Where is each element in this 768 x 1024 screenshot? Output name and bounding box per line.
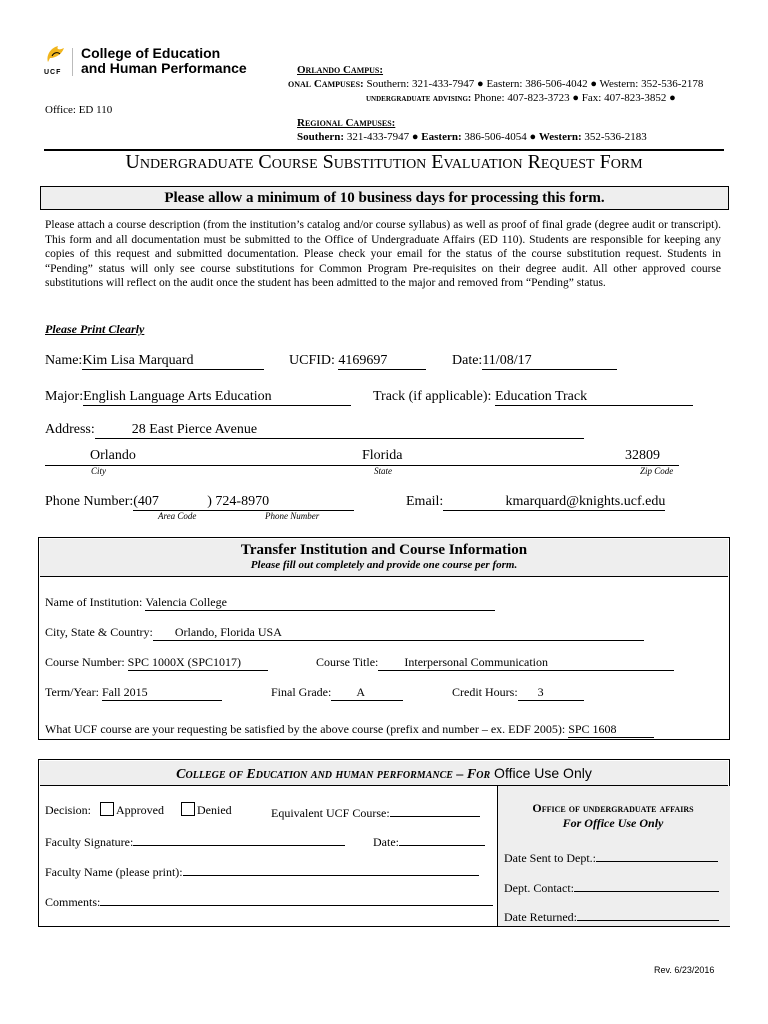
college-name <box>81 46 247 76</box>
regional-southern-value: 321-433-7947 ● <box>346 131 419 143</box>
office-use-heading-rest: Office Use Only <box>490 765 592 781</box>
faculty-signature-row <box>45 831 345 850</box>
comments-label: Comments: <box>45 895 101 909</box>
office-use-heading-college: College of Education and human performance – For <box>176 767 491 782</box>
ucf-course-row <box>45 722 654 738</box>
transfer-city-label: City, State & Country: <box>45 625 153 639</box>
term-label: Term/Year: <box>45 685 102 699</box>
revision-date: Rev. 6/23/2016 <box>654 965 715 975</box>
transfer-city-row <box>45 625 644 641</box>
major-label: Major: <box>45 389 84 404</box>
regional-eastern-value: 386-506-4054 ● <box>464 131 537 143</box>
credit-value: 3 <box>537 685 544 699</box>
date-returned-field[interactable] <box>577 906 719 921</box>
pegasus-logo-icon <box>44 44 68 64</box>
processing-notice: Please allow a minimum of 10 business days for processing this form. <box>40 186 729 210</box>
transfer-city-field[interactable] <box>153 625 644 641</box>
phone-row <box>45 494 354 511</box>
equivalent-label: Equivalent UCF Course: <box>271 806 390 820</box>
equivalent-row <box>271 802 480 821</box>
course-title-value: Interpersonal Communication <box>404 655 548 669</box>
faculty-date-label: Date: <box>373 835 399 849</box>
institution-label: Name of Institution: <box>45 595 146 609</box>
comments-field[interactable] <box>100 891 493 906</box>
print-clearly: Please Print Clearly <box>45 322 145 336</box>
name-label: Name: <box>45 353 83 368</box>
ucf-logo <box>44 44 74 78</box>
state-caption: State <box>374 466 392 476</box>
regional-campus-title: Regional Campuses: <box>297 117 396 129</box>
email-row <box>406 494 665 511</box>
phone-area-field[interactable]: (407 <box>133 494 207 511</box>
email-field[interactable]: kmarquard@knights.ucf.edu <box>443 494 665 511</box>
transfer-city-value: Orlando, Florida USA <box>174 625 282 639</box>
regional-western-value: 352-536-2183 <box>584 131 647 143</box>
faculty-name-row <box>45 861 479 880</box>
email-label: Email: <box>406 494 444 509</box>
approved-checkbox[interactable] <box>100 802 114 816</box>
date-field[interactable]: 11/08/17 <box>482 353 617 370</box>
date-sent-field[interactable] <box>596 847 718 862</box>
ucf-course-question: What UCF course are your requesting be satisfied by the above course (prefix and number – ex. EDF 2005): <box>45 722 569 736</box>
track-label: Track (if applicable): <box>373 389 495 404</box>
city-value: Orlando <box>90 448 136 463</box>
grade-row <box>271 685 403 701</box>
credit-field[interactable] <box>518 685 584 701</box>
denied-label: Denied <box>197 803 232 817</box>
dept-contact-label: Dept. Contact: <box>504 881 574 895</box>
city-caption: City <box>91 466 106 476</box>
name-row <box>45 353 264 370</box>
faculty-date-field[interactable] <box>399 831 485 846</box>
date-sent-label: Date Sent to Dept.: <box>504 851 596 865</box>
date-sent-row <box>504 847 718 866</box>
major-field[interactable]: English Language Arts Education <box>83 389 351 406</box>
comments-row <box>45 891 493 910</box>
orlando-campus-title: Orlando Campus: <box>297 64 384 76</box>
date-returned-row <box>504 906 719 925</box>
transfer-subheading: Please fill out completely and provide one course per form. <box>250 559 518 571</box>
address-label: Address: <box>45 422 95 437</box>
faculty-signature-label: Faculty Signature: <box>45 835 134 849</box>
grade-value: A <box>356 685 365 699</box>
zip-value: 32809 <box>625 448 660 463</box>
credit-row <box>452 685 584 701</box>
ucfid-row <box>289 353 426 370</box>
area-code-caption: Area Code <box>158 511 197 521</box>
state-value: Florida <box>362 448 403 463</box>
denied-checkbox[interactable] <box>181 802 195 816</box>
ucf-course-field[interactable]: SPC 1608 <box>568 722 654 738</box>
faculty-signature-field[interactable] <box>133 831 345 846</box>
orlando-campuses-value: Southern: 321-433-7947 ● Eastern: 386-506-4042 ● Western: 352-536-2178 <box>366 78 704 90</box>
oua-subtitle: For Office Use Only <box>562 816 664 830</box>
approved-label: Approved <box>116 803 164 817</box>
transfer-heading: Transfer Institution and Course Information <box>240 542 528 558</box>
address-value: 28 East Pierce Avenue <box>131 422 258 437</box>
regional-southern-label: Southern: <box>297 131 345 143</box>
phone-label: Phone Number: <box>45 494 134 509</box>
college-line2: and Human Performance <box>81 60 247 76</box>
institution-row <box>45 595 495 611</box>
grade-label: Final Grade: <box>271 685 332 699</box>
regional-western-label: Western: <box>538 131 582 143</box>
name-field[interactable]: Kim Lisa Marquard <box>82 353 264 370</box>
orlando-campuses-line <box>288 78 703 90</box>
logo-letters: UCF <box>44 69 62 76</box>
office-use-header <box>40 761 728 786</box>
phone-number-field[interactable]: ) 724-8970 <box>207 494 354 511</box>
date-label: Date: <box>452 353 483 368</box>
grade-field[interactable] <box>331 685 403 701</box>
term-field[interactable]: Fall 2015 <box>102 685 222 701</box>
phone-number-caption: Phone Number <box>265 511 320 521</box>
advising-line <box>366 92 676 104</box>
track-field[interactable]: Education Track <box>495 389 693 406</box>
address-row <box>45 422 584 439</box>
institution-value: Valencia College <box>145 595 227 609</box>
track-row <box>373 389 693 406</box>
regional-eastern-label: Eastern: <box>421 131 462 143</box>
form-title: Undergraduate Course Substitution Evaluation Request Form <box>125 151 643 173</box>
major-row <box>45 389 351 406</box>
ucfid-label: UCFID: <box>289 353 339 368</box>
credit-label: Credit Hours: <box>452 685 518 699</box>
faculty-name-field[interactable] <box>183 861 479 876</box>
advising-label: undergraduate advising: <box>366 93 472 104</box>
course-number-field[interactable]: SPC 1000X (SPC1017) <box>128 655 268 671</box>
oua-title: Office of undergraduate affairs <box>532 801 694 815</box>
decision-label: Decision: <box>45 803 91 817</box>
office-location: Office: ED 110 <box>45 104 113 116</box>
course-title-field[interactable] <box>378 655 674 671</box>
course-number-row <box>45 655 268 671</box>
course-title-label: Course Title: <box>316 655 379 669</box>
course-title-row <box>316 655 674 671</box>
term-row <box>45 685 222 701</box>
transfer-header <box>40 539 728 577</box>
college-line1: College of Education <box>81 45 221 61</box>
regional-campuses-line <box>297 131 647 143</box>
orlando-campuses-label: onal Campuses: <box>288 78 364 90</box>
ucfid-field[interactable]: 4169697 <box>338 353 426 370</box>
date-returned-label: Date Returned: <box>504 910 577 924</box>
decision-row <box>45 802 232 818</box>
course-number-label: Course Number: <box>45 655 128 669</box>
address-field[interactable] <box>95 422 584 439</box>
instructions-paragraph: Please attach a course description (from the institution’s catalog and/or course syllabus) as well as proof of final grade (degree audit or transcript). This form and all documentation must be submitted to the Office of Undergraduate Affairs (ED 110). Students are responsible for keeping any copies of this request and submitted documentation. Please check your email for the status of the course substitution request. Students in “Pending” status will only see course substitutions for Common Program Pre-requisites on their degree audit. All other approved course substitutions will reflect on the audit once the student has been admitted to the major and removed from “Pending” status. <box>45 219 721 289</box>
faculty-date-row <box>373 831 485 850</box>
dept-contact-field[interactable] <box>574 877 719 892</box>
institution-field[interactable] <box>145 595 495 611</box>
advising-value: Phone: 407-823-3723 ● Fax: 407-823-3852 ● <box>474 92 676 104</box>
date-row <box>452 353 617 370</box>
logo-divider <box>72 48 73 76</box>
equivalent-field[interactable] <box>390 802 480 817</box>
faculty-name-label: Faculty Name (please print): <box>45 865 183 879</box>
zip-caption: Zip Code <box>640 466 674 476</box>
dept-contact-row <box>504 877 719 896</box>
